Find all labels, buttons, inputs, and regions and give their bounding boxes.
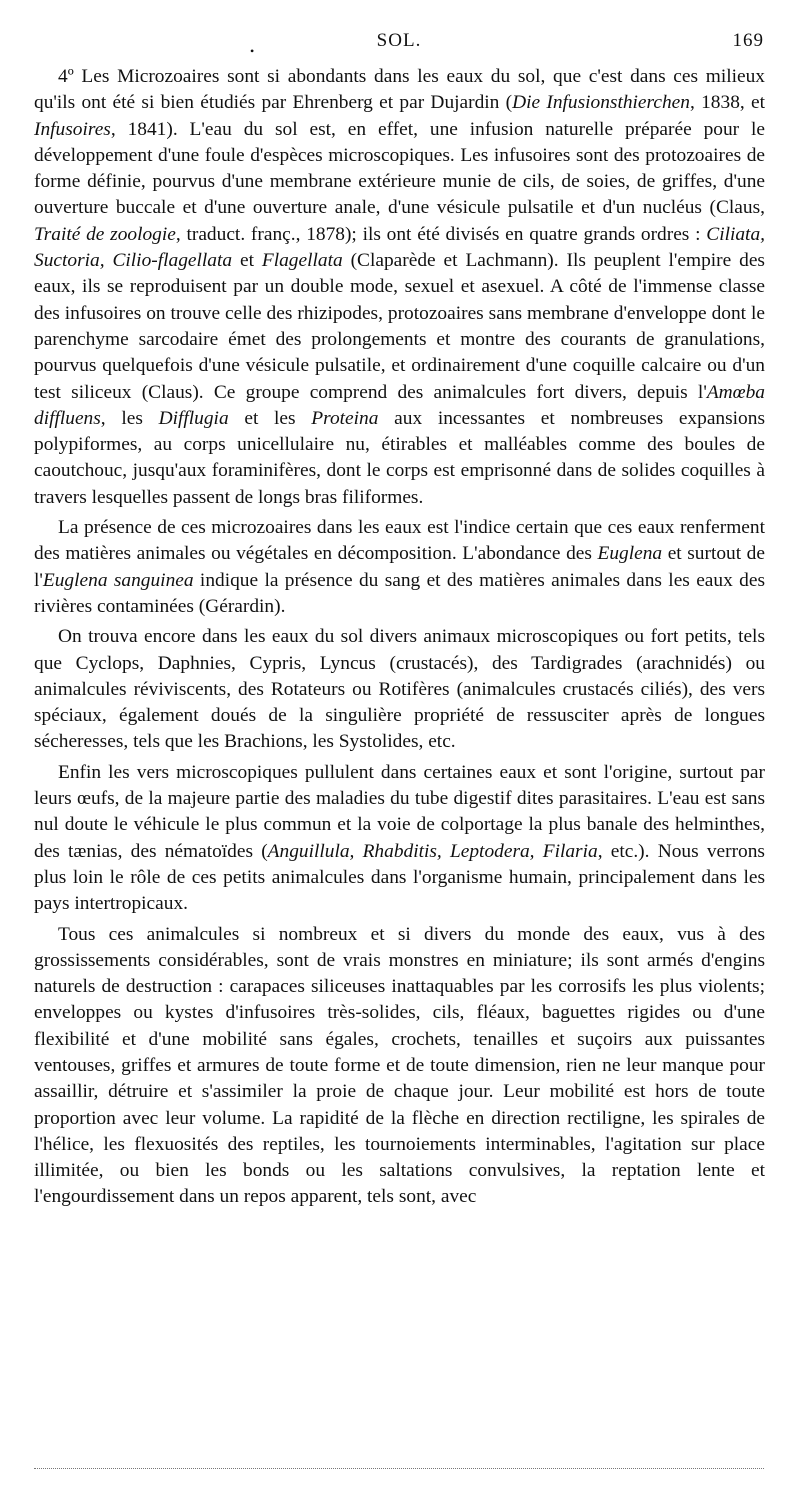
italic-run: Infusoires [34, 118, 111, 140]
paragraph [34, 760, 765, 918]
paragraph [34, 624, 765, 755]
text-run: , 1838, et [689, 92, 765, 114]
text-run: , traduct. franç., 1878); ils ont été divisés en quatre grands ordres : [175, 223, 707, 245]
text-run: et [232, 250, 262, 272]
italic-run: Amœba diffluens [34, 381, 765, 429]
italic-run: Traité de zoologie [34, 223, 176, 245]
paragraph [34, 922, 765, 1211]
page-number: 169 [732, 30, 764, 51]
paragraph [34, 515, 765, 620]
text-run: Enfin les vers microscopiques pullulent dans certaines eaux et sont l'origine, surtout par leurs œufs, de la majeure partie des maladies du tube digestif dites parasitaires. L'eau est sans nul doute le véhicule le plus commun et la voie de colportage la plus banale des helminthes, des tænias, des nématoïdes ( [34, 761, 765, 862]
text-run: , les [100, 407, 159, 429]
italic-run: Flagellata [261, 250, 343, 272]
text-run: et les [228, 407, 312, 429]
body-text [34, 64, 765, 1215]
text-run: , etc.). Nous verrons plus loin le rôle de ces petits animalcules dans l'organisme humain, principalement dans les pays intertropicaux. [34, 840, 765, 915]
text-run: , 1841). L'eau du sol est, en effet, une infusion naturelle préparée pour le développement d'une foule d'espèces microscopiques. Les infusoires sont des protozoaires de forme définie, pourvus d'une membrane extérieure munie de cils, de soies, de griffes, d'une ouverture buccale et d'une ouverture anale, d'une vésicule pulsatile et d'un nucléus (Claus, [34, 118, 765, 219]
paragraph [34, 64, 765, 511]
italic-run: Die Infusionsthierchen [512, 92, 690, 114]
text-run: indique la présence du sang et des matières animales dans les eaux des rivières contaminées (Gérardin). [34, 569, 765, 617]
italic-run: Ciliata, Suctoria, Cilio-flagellata [34, 223, 765, 272]
running-title: SOL. [376, 30, 422, 51]
text-run: (Claparède et Lachmann). Ils peuplent l'empire des eaux, ils se reproduisent par un double mode, sexuel et asexuel. A côté de l'immense classe des infusoires on trouve celle des rhizipodes, protozoaires sans membrane d'enveloppe dont le parenchyme sarcodaire émet des prolongements et montre des courants de granulations, pourvus quelquefois d'une vésicule pulsatile, et ordinairement d'une coquille calcaire ou d'un test siliceux (Claus). Ce groupe comprend des animalcules fort divers, depuis l' [34, 250, 765, 403]
text-run: 4º Les Microzoaires sont si abondants dans les eaux du sol, que c'est dans ces milieux qu'ils ont été si bien étudiés par Ehrenberg et par Dujardin ( [34, 66, 765, 114]
italic-run: Euglena sanguinea [42, 569, 194, 591]
text-run: Tous ces animalcules si nombreux et si divers du monde des eaux, vus à des grossissements considérables, sont de vrais monstres en miniature; ils sont armés d'engins naturels de destruction : carapaces siliceuses inattaquables par les corrosifs les plus violents; enveloppes ou kystes d'infusoires très-solides, cils, fléaux, baguettes rigides ou d'une flexibilité et d'une mobilité sans égales, crochets, tenailles et suçoirs aux puissantes ventouses, griffes et armures de toute forme et de toute dimension, rien ne leur manque pour assaillir, détruire et s'assimiler la proie de chaque jour. Leur mobilité est hors de toute proportion avec leur volume. La rapidité de la flèche en direction rectiligne, les spirales de l'hélice, les flexuosités des reptiles, les tournoiements interminables, l'agitation sur place illimitée, ou bien les bonds ou les saltations convulsives, la reptation lente et l'engourdissement dans un repos apparent, tels sont, avec [34, 923, 765, 1208]
text-run: La présence de ces microzoaires dans les eaux est l'indice certain que ces eaux renferment des matières animales ou végétales en décomposition. L'abondance des [34, 517, 765, 565]
text-run: aux incessantes et nombreuses expansions polypiformes, au corps unicellulaire nu, étirables et malléables comme des boules de caoutchouc, jusqu'aux foraminifères, dont le corps est emprisonné dans de solides coquilles à travers lesquelles passent de longs bras filiformes. [34, 407, 765, 508]
text-run: et surtout de l' [34, 543, 765, 591]
text-run: On trouva encore dans les eaux du sol divers animaux microscopiques ou fort petits, tels que Cyclops, Daphnies, Cypris, Lyncus (crustacés), des Tardigrades (arachnidés) ou animalcules réviviscents, des Rotateurs ou Rotifères (animalcules crustacés ciliés), des vers spéciaux, également doués de la singulière propriété de ressusciter après de longues sécheresses, tels que les Brachions, les Systolides, etc. [34, 626, 765, 753]
italic-run: Euglena [597, 543, 663, 565]
italic-run: Anguillula, Rhabditis, Leptodera, Filaria [267, 840, 598, 862]
italic-run: Difflugia [158, 407, 229, 429]
running-head [34, 30, 764, 56]
italic-run: Proteina [311, 407, 379, 429]
print-speck: • [250, 44, 256, 58]
footer-rule [34, 1468, 764, 1469]
